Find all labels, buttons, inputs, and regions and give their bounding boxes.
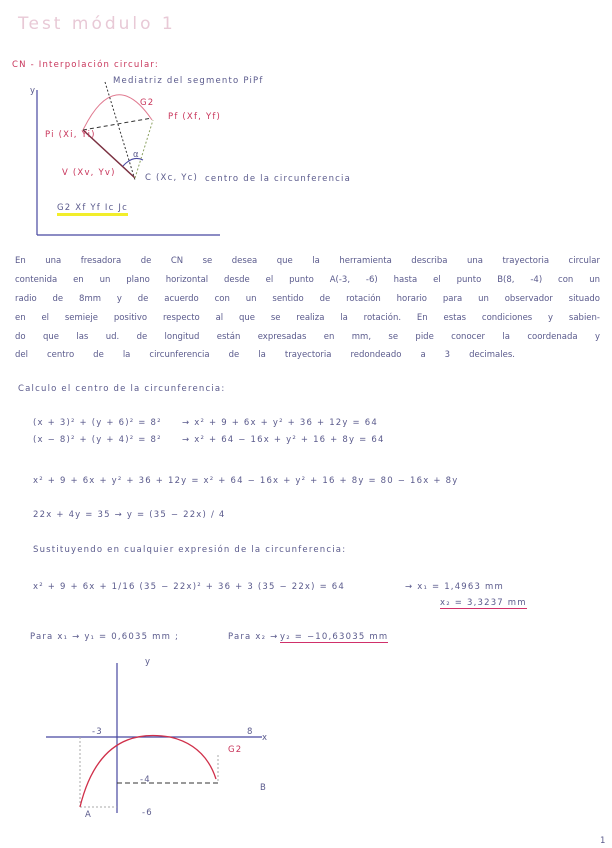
- x1-result: → x₁ = 1,4963 mm: [405, 582, 504, 592]
- equation: → x² + 64 − 16x + y² + 16 + 8y = 64: [182, 435, 385, 445]
- page-title: Test módulo 1: [18, 14, 176, 34]
- problem-line: En una fresadora de CN se desea que la herramienta describa una trayectoria circular: [15, 256, 600, 266]
- tick-8: 8: [247, 727, 254, 737]
- centro-label: centro de la circunferencia: [205, 174, 352, 184]
- point-a-label: A: [85, 810, 93, 820]
- y1-result: Para x₁ → y₁ = 0,6035 mm ;: [30, 632, 180, 642]
- section-heading: CN - Interpolación circular:: [12, 60, 159, 70]
- chord: [83, 118, 152, 130]
- equation: (x + 3)² + (y + 6)² = 8²: [33, 418, 162, 428]
- g2-label: G2: [140, 98, 155, 108]
- equation: (x − 8)² + (y + 4)² = 8²: [33, 435, 162, 445]
- subst-heading: Sustituyendo en cualquier expresión de la circunferencia:: [33, 545, 347, 555]
- g2-label: G2: [228, 745, 243, 755]
- solution-heading: Calculo el centro de la circunferencia:: [18, 384, 226, 394]
- x-axis-label: x: [262, 733, 269, 743]
- alpha-label: α: [133, 150, 140, 160]
- pf-label: Pf (Xf, Yf): [168, 112, 222, 122]
- mediatriz-label: Mediatriz del segmento PiPf: [113, 76, 264, 86]
- c-label: C (Xc, Yc): [145, 173, 199, 183]
- y2-result: y₂ = −10,63035 mm: [280, 632, 389, 642]
- tick-neg6: -6: [142, 808, 153, 818]
- arc-g2: [80, 735, 216, 807]
- y-axis-label: y: [30, 86, 37, 96]
- equation: x² + 9 + 6x + y² + 36 + 12y = x² + 64 − 16x + y² + 16 + 8y = 80 − 16x + 8y: [33, 476, 459, 486]
- equation: x² + 9 + 6x + 1/16 (35 − 22x)² + 36 + 3 (35 − 22x) = 64: [33, 582, 346, 592]
- trajectory-diagram: [40, 655, 280, 825]
- tick-neg3: -3: [92, 727, 103, 737]
- page-number: 1: [600, 836, 607, 846]
- v-label: V (Xv, Yv): [62, 168, 116, 178]
- y-axis-label: y: [145, 657, 152, 667]
- point-b-label: B: [260, 783, 268, 793]
- g2-command: G2 Xf Yf Ic Jc: [57, 203, 128, 216]
- problem-line: radio de 8mm y de acuerdo con un sentido de rotación horario para un observador situado: [15, 294, 600, 304]
- radius: [135, 120, 153, 178]
- problem-line: contenida en un plano horizontal desde el punto A(-3, -6) hasta el punto B(8, -4) con un: [15, 275, 600, 285]
- problem-line: en el semieje positivo respecto al que se realiza la rotación. En estas condiciones y sabien-: [15, 313, 600, 323]
- tick-neg4: -4: [140, 775, 151, 785]
- y2-prefix: Para x₂ →: [228, 632, 279, 642]
- pi-label: Pi (Xi, Yi): [45, 130, 96, 140]
- mediatriz: [105, 82, 135, 180]
- problem-line: del centro de la circunferencia de la trayectoria redondeado a 3 decimales.: [15, 350, 515, 360]
- equation: → x² + 9 + 6x + y² + 36 + 12y = 64: [182, 418, 378, 428]
- x2-result: x₂ = 3,3237 mm: [440, 598, 527, 608]
- problem-line: do que las ud. de longitud están expresadas en mm, se pide conocer la coordenada y: [15, 332, 600, 342]
- equation: 22x + 4y = 35 → y = (35 − 22x) / 4: [33, 510, 226, 520]
